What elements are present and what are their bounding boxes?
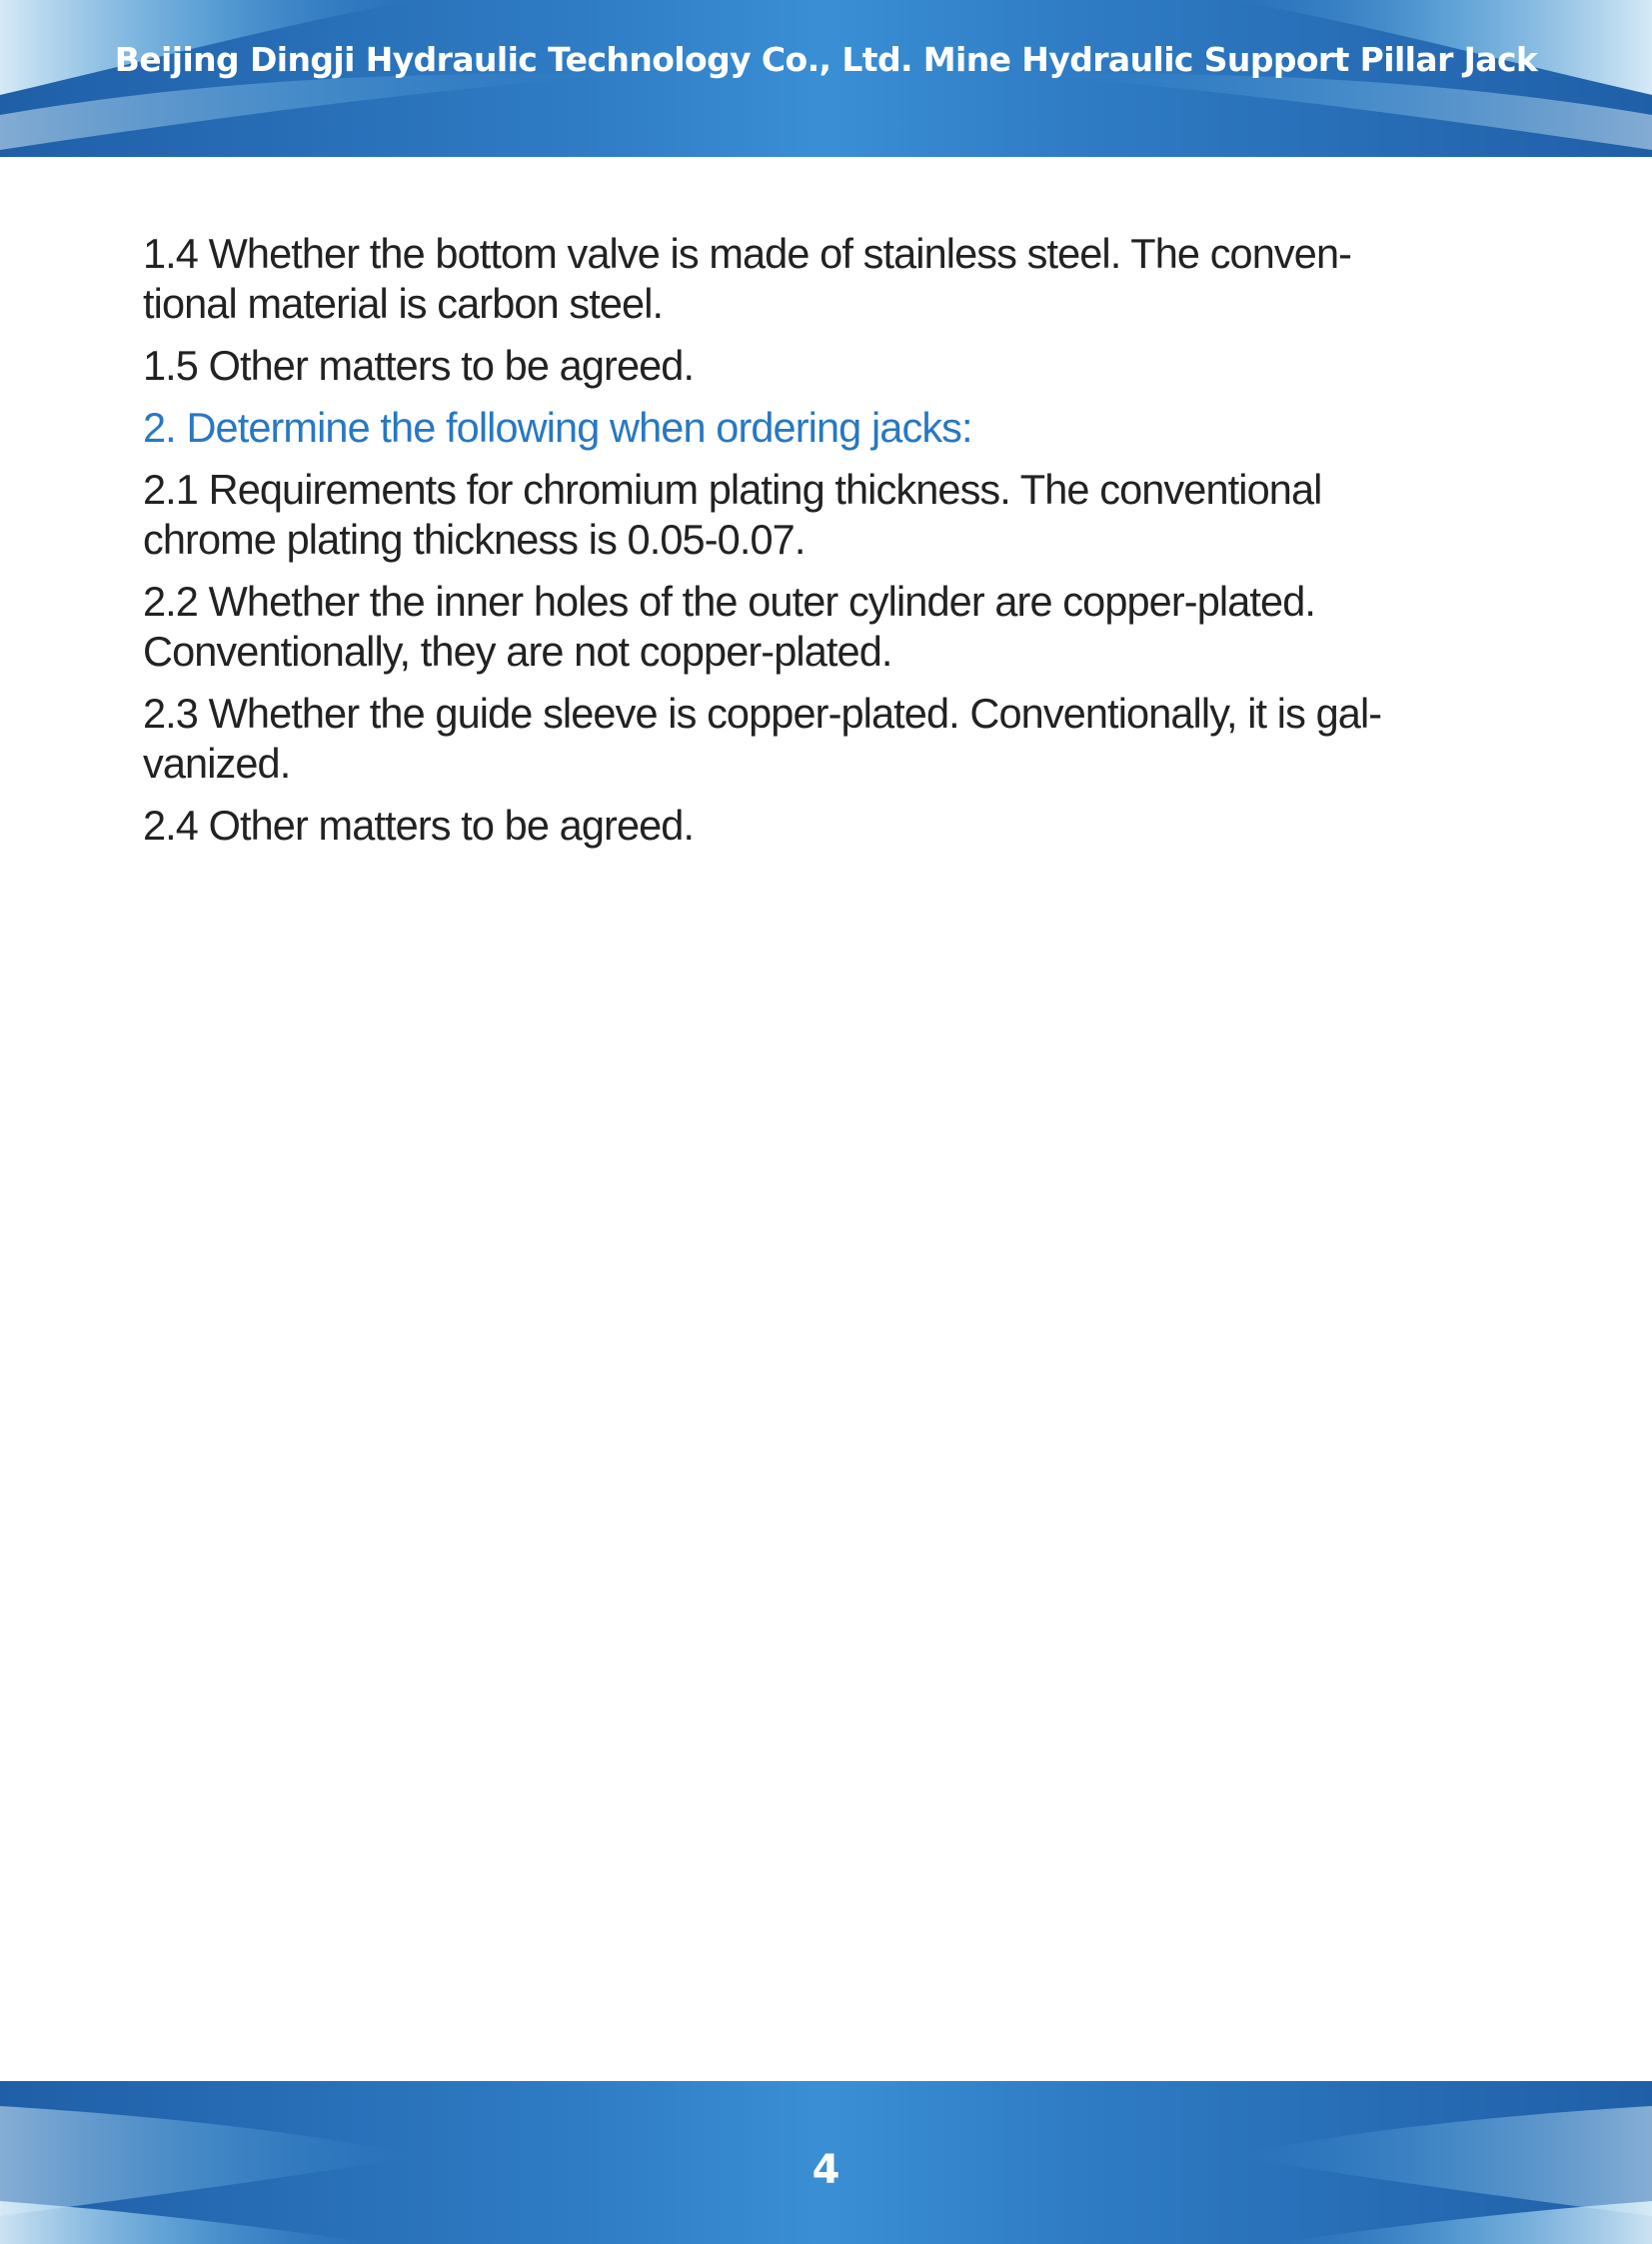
document-body bbox=[143, 229, 1502, 863]
header-band bbox=[0, 0, 1652, 157]
page-number: 4 bbox=[812, 2147, 840, 2193]
item-2-1: 2.1 Requirements for chromium plating thickness. The conventional chrome plating thickness is 0.05-0.07. bbox=[143, 466, 1322, 563]
item-2-2: 2.2 Whether the inner holes of the outer cylinder are copper-plated. Conventionally, they are not copper-plated. bbox=[143, 578, 1315, 675]
item-2-4: 2.4 Other matters to be agreed. bbox=[143, 802, 695, 849]
header-title: Beijing Dingji Hydraulic Technology Co., Ltd. Mine Hydraulic Support Pillar Jack bbox=[114, 40, 1538, 79]
item-2-3: 2.3 Whether the guide sleeve is copper-plated. Conventionally, it is gal- vanized. bbox=[143, 690, 1382, 787]
item-1-5: 1.5 Other matters to be agreed. bbox=[143, 342, 695, 389]
item-1-4: 1.4 Whether the bottom valve is made of stainless steel. The conven- tional material is carbon steel. bbox=[143, 230, 1352, 327]
section-heading-2: 2. Determine the following when ordering jacks: bbox=[143, 404, 972, 451]
footer-band bbox=[0, 2081, 1652, 2244]
